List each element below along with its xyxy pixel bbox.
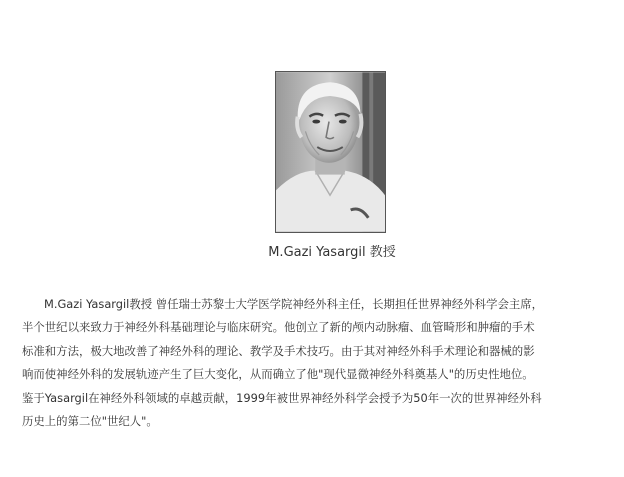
portrait-caption: M.Gazi Yasargil 教授 [268,245,396,260]
bio-line: M.Gazi Yasargil教授 曾任瑞士苏黎士大学医学院神经外科主任，长期担任世界神经外科学会主席， [44,297,544,311]
bio-line: 标准和方法，极大地改善了神经外科的理论、教学及手术技巧。由于其对神经外科手术理论和器械的影 [22,343,535,358]
portrait-photo [275,71,386,233]
bio-line: 鉴于Yasargil在神经外科领域的卓越贡献，1999年被世界神经外科学会授予为50年一次的世界神经外科 [22,390,542,405]
biography-paragraph [22,293,602,433]
bio-line: 历史上的第二位"世纪人"。 [22,413,158,428]
bio-line: 响而使神经外科的发展轨迹产生了巨大变化，从而确立了他"现代显微神经外科奠基人"的历史性地位。 [22,367,534,382]
portrait-illustration [276,72,385,232]
bio-line: 半个世纪以来致力于神经外科基础理论与临床研究。他创立了新的颅内动脉瘤、血管畸形和肿瘤的手术 [22,320,535,335]
